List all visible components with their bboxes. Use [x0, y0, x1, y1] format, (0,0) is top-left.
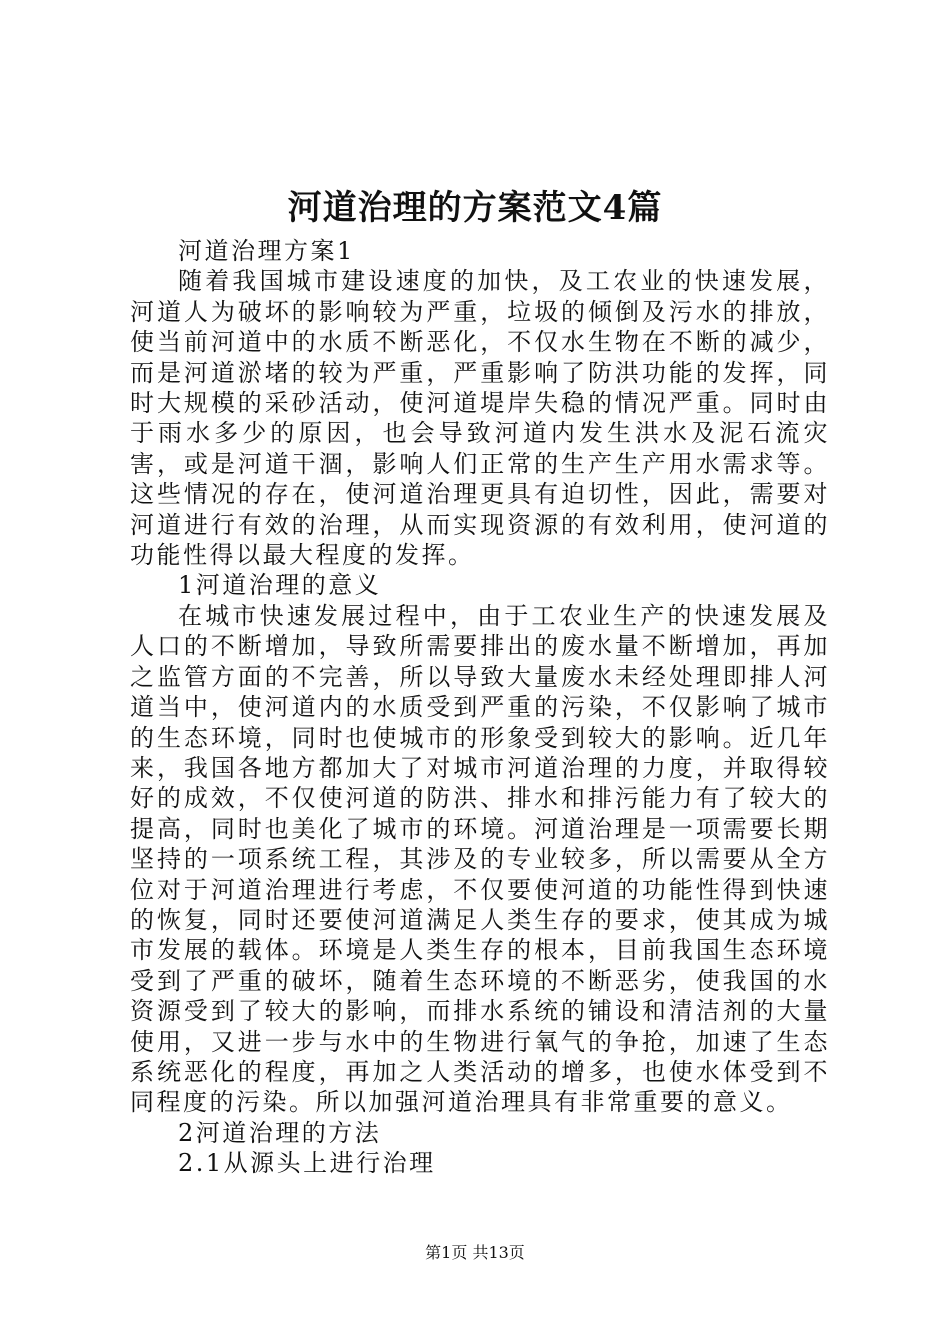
section-heading-methods: 2河道治理的方法 — [178, 1118, 382, 1147]
section-heading-plan-1: 河道治理方案1 — [178, 237, 355, 265]
document-title: 河道治理的方案范文4篇 — [287, 188, 663, 228]
section-heading-significance: 1河道治理的意义 — [178, 571, 382, 600]
body-paragraph-intro: 随着我国城市建设速度的加快，及工农业的快速发展，河道人为破坏的影响较为严重，垃圾的倾倒及污水的排放，使当前河道中的水质不断恶化，不仅水生物在不断的减少，而是河道淤堵的较为严重，严重影响了防洪功能的发挥，同时大规模的采砂活动，使河道堤岸失稳的情况严重。同时由于雨水多少的原因，也会导致河道内发生洪水及泥石流灾害，或是河道干涸，影响人们正常的生产生产用水需求等。这些情况的存在，使河道治理更具有迫切性，因此，需要对河道进行有效的治理，从而实现资源的有效利用，使河道的功能性得以最大程度的发挥。 — [130, 267, 830, 570]
subsection-heading-source-control: 2.1从源头上进行治理 — [178, 1149, 436, 1178]
body-paragraph-significance: 在城市快速发展过程中，由于工农业生产的快速发展及人口的不断增加，导致所需要排出的废水量不断增加，再加之监管方面的不完善，所以导致大量废水未经处理即排人河道当中，使河道内的水质受到严重的污染，不仅影响了城市的生态环境，同时也使城市的形象受到较大的影响。近几年来，我国各地方都加大了对城市河道治理的力度，并取得较好的成效，不仅使河道的防洪、排水和排污能力有了较大的提高，同时也美化了城市的环境。河道治理是一项需要长期坚持的一项系统工程，其涉及的专业较多，所以需要从全方位对于河道治理进行考虑，不仅要使河道的功能性得到快速的恢复，同时还要使河道满足人类生存的要求，使其成为城市发展的载体。环境是人类生存的根本，目前我国生态环境受到了严重的破坏，随着生态环境的不断恶劣，使我国的水资源受到了较大的影响，而排水系统的铺设和清洁剂的大量使用，又进一步与水中的生物进行氧气的争抢，加速了生态系统恶化的程度，再加之人类活动的增多，也使水体受到不同程度的污染。所以加强河道治理具有非常重要的意义。 — [130, 601, 830, 1117]
document-body — [130, 236, 830, 1179]
page-footer: 第1页 共13页 — [425, 1243, 525, 1262]
